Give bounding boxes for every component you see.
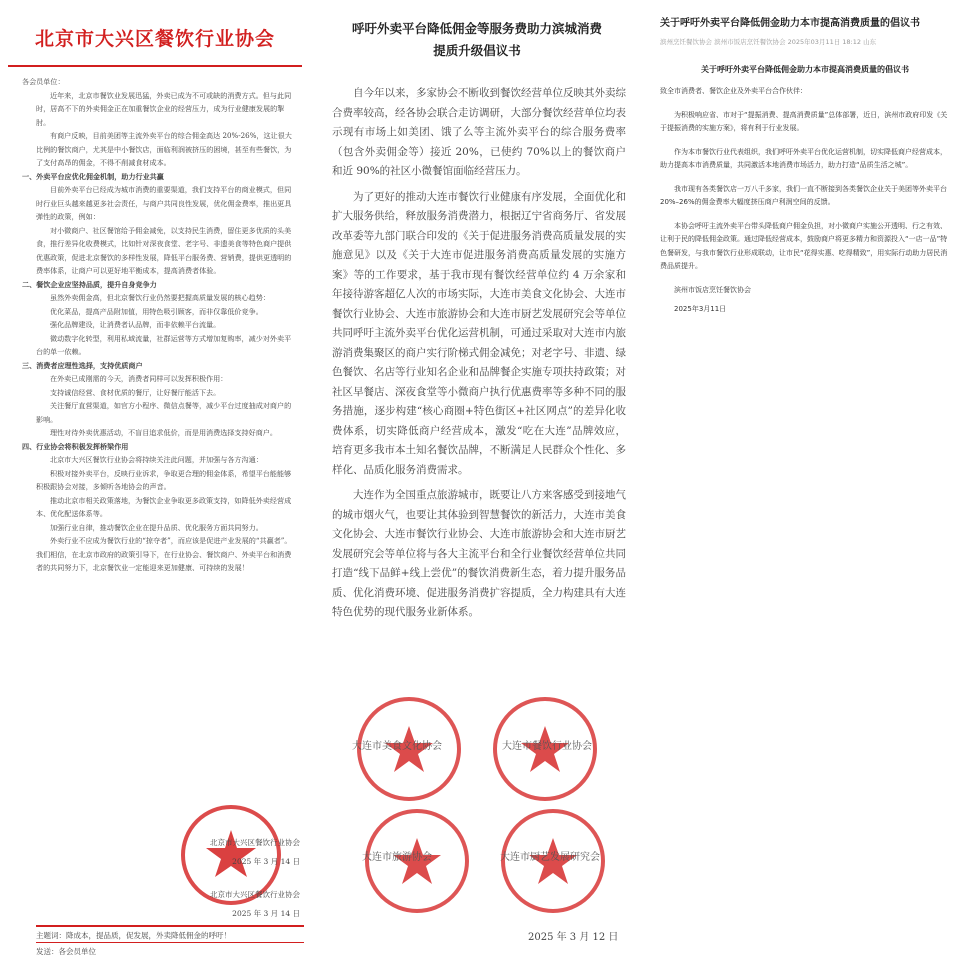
left-signature-org: 北京市大兴区餐饮行业协会: [210, 838, 300, 847]
left-paragraph: 优化菜品，提高产品附加值，用特色吸引顾客，而非仅靠低价竞争。: [50, 306, 263, 316]
middle-paragraph: 为了更好的推动大连市餐饮行业健康有序发展，全面优化和扩大服务供给，释放服务消费潜力，根据辽宁省商务厅、省发展改革委等九部门联合印发的《关于促进服务消费高质量发展的实施意见》以及《关于大连市促进服务消费高质量发展的实施方案》等的工作要求，基于我市现有餐饮经营单位约 4 万余家和年接待游客超亿人次的市场实际，大连市美食文化协会、大连市餐饮行业协会、大连市旅游协会和大连市厨艺发展研究会等单位共同呼吁主流外卖平台优化运营机制，可通过采取对大连市内旅游消费集聚区的商户实行阶梯式佣金减免；对老字号、非遗、绿色餐饮、名店等行业知名企业和品牌餐企实施专项扶持政策；对社区早餐店、深夜食堂等小微商户执行优惠费率等多种不同的服务措施，逐步构建“核心商圈+特色街区+社区网点”的差异化收费体系，切实降低商户经营成本，激发“吃在大连”品牌效应，培育更多我市本土知名餐饮品牌，不断满足人民群众个性化、多样化、品质化服务消费需求。: [332, 190, 626, 476]
left-paragraph: 推动北京市相关政策落地，为餐饮企业争取更多政策支持，如降低外卖经营成本、优化配送体系等。: [36, 495, 292, 518]
left-paragraph: 微动数字化转型，利用私域流量，社群运营等方式增加复购率，减少对外卖平台的单一依赖。: [36, 333, 292, 356]
right-doc-subtitle: 关于呼吁外卖平台降低佣金助力本市提高消费质量的倡议书: [701, 65, 909, 74]
left-paragraph: 北京市大兴区餐饮行业协会将持续关注此问题，并加强与各方沟通：: [50, 455, 263, 464]
left-subject-line: 主题词：降成本，提品质，促发展，外卖降低佣金的呼吁！: [36, 931, 231, 940]
left-doc-body: [0, 67, 310, 575]
left-signature-org-2: 北京市大兴区餐饮行业协会: [210, 890, 300, 899]
left-section-heading: 二、餐饮企业应坚持品质，提升自身竞争力: [22, 279, 157, 289]
left-paragraph: 支持诚信经营、食材优质的餐厅，让好餐厅能活下去。: [50, 387, 221, 397]
left-doc-header: 北京市大兴区餐饮行业协会: [34, 28, 275, 50]
seal-label-1: 大连市美食文化协会: [352, 741, 442, 752]
right-paragraph: 作为本市餐饮行业代表组织，我们呼吁外卖平台优化运营机制，切实降低商户经营成本，助力提高本市消费质量，共同激活本地消费市场活力，助力打造“品质生活之城”。: [660, 147, 947, 169]
left-document: [0, 0, 310, 960]
left-paragraph: 关注餐厅直营渠道，如官方小程序、微信点餐等，减少平台过度抽成对商户的影响。: [36, 401, 292, 424]
left-paragraph: 目前外卖平台已经成为城市消费的重要渠道，我们支持平台的商业模式，但同时行业巨头越来越更多社会责任，与商户共同良性发展，优化佣金费率，推出更具弹性的政策，例如：: [36, 185, 292, 221]
right-article-meta: 滨州烹饪餐饮协会 滨州市饭店烹饪餐饮协会 2025年03月11日 18:12 山东: [660, 38, 877, 46]
footer-divider-mid: [36, 942, 304, 943]
right-salutation: 致全市消费者、餐饮企业及外卖平台合作伙伴：: [660, 87, 807, 95]
left-salutation: 各会员单位：: [22, 77, 65, 86]
left-signature-date: 2025 年 3 月 14 日: [232, 909, 300, 918]
middle-doc-body: [318, 62, 636, 623]
right-paragraph: 我市现有各类餐饮店一万八千多家，我们一直不断接到各类餐饮企业关于美团等外卖平台20%–26%的佣金费率大幅度挤压商户利润空间的反馈。: [660, 184, 947, 206]
left-section-heading: 一、外卖平台应优化佣金机制，助力行业共赢: [22, 171, 164, 181]
left-paragraph: 理性对待外卖优惠活动，不盲目追求低价，而是用消费选择支持好商户。: [50, 428, 277, 437]
middle-doc-title: [318, 0, 636, 62]
left-paragraph: 外卖行业不应成为餐饮行业的“掠夺者”，而应该是促进产业发展的“共赢者”。我们相信，在北京市政府的政策引导下，在行业协会、餐饮商户、外卖平台和消费者的共同努力下，北京餐饮业一定能迎来更加健康、可持续的发展！: [36, 536, 292, 572]
middle-doc-date: 2025 年 3 月 12 日: [528, 932, 619, 943]
right-document: [650, 0, 960, 960]
seal-label-3: 大连市旅游协会: [362, 852, 432, 863]
right-paragraph: 本协会呼吁主流外卖平台带头降低商户佣金负担，对小微商户实施公开透明、行之有效、让利于民的降低佣金政策。通过降低经营成本，鼓励商户将更多精力和资源投入“一店一品”特色餐研发，与我市餐饮行业形成联动，让市民“花得实惠、吃得精致”，用实际行动助力居民消费品质提升。: [660, 221, 948, 270]
left-paragraph: 有商户反映，目前美团等主流外卖平台的综合佣金高达 20%-26%，这让很大比例的餐饮商户，尤其是中小餐饮店，面临利润被挤压的困境，甚至有些餐饮，为了支付高昂的佣金，不得不削减食材成本。: [36, 131, 292, 167]
left-paragraph: 虽然外卖佣金高，但北京餐饮行业仍然要把握高质量发展的核心趋势：: [50, 293, 270, 302]
middle-paragraph: 自今年以来，多家协会不断收到餐饮经营单位反映其外卖综合费率较高，经各协会联合走访调研，大部分餐饮经营单位均表示现有市场上如美团、饿了么等主流外卖平台的综合服务费率（包含外卖佣金等）接近 20%，已使约 70%以上的餐饮商户和近 90%的社区小微餐馆面临经营压力。: [332, 87, 626, 177]
left-paragraph: 在外卖已成刚需的今天，消费者同样可以发挥积极作用：: [50, 374, 228, 383]
left-distribution-line: 发送：各会员单位: [36, 947, 96, 956]
left-paragraph: 加强行业自律，推动餐饮企业在提升品质、优化服务方面共同努力。: [50, 522, 263, 532]
left-paragraph: 近年来，北京市餐饮业发展迅猛，外卖已成为不可或缺的消费方式。但与此同时，居高不下的外卖佣金正在加重餐饮企业的经营压力，成为行业健康发展的掣肘。: [36, 90, 292, 127]
middle-document: [318, 0, 636, 960]
middle-paragraph: 大连作为全国重点旅游城市，既要让八方来客感受到接地气的城市烟火气，也要让其体验到智慧餐饮的新活力，大连市美食文化协会、大连市餐饮行业协会、大连市旅游协会和大连市厨艺发展研究会等单位将与各大主流平台和全行业餐饮经营单位共同打造“线下品鲜+线上尝优”的餐饮消费新生态，着力提升服务品质、优化消费环境、促进服务消费扩容提质，全力构建具有大连特色优势的现代服务业新体系。: [332, 489, 626, 618]
middle-title-line2: 提质升级倡议书: [433, 43, 521, 58]
footer-divider-top: [36, 925, 304, 927]
middle-title-line1: 呼吁外卖平台降低佣金等服务费助力滨城消费: [351, 21, 602, 36]
left-section-heading: 四、行业协会将积极发挥桥梁作用: [22, 441, 129, 451]
right-doc-body: [650, 75, 960, 317]
left-paragraph: 强化品牌建设，让消费者认品牌，而非依赖平台流量。: [50, 320, 221, 329]
right-paragraph: 为积极响应省、市对于“提振消费、提高消费质量”总体部署，近日，滨州市政府印发《关于提振消费的实施方案》，将有利于行业发展。: [660, 110, 948, 132]
right-date: 2025年3月11日: [674, 305, 727, 313]
seal-label-2: 大连市餐饮行业协会: [502, 741, 592, 752]
left-paragraph: 积极对接外卖平台，反映行业诉求，争取更合理的佣金体系，希望平台能能够积极跟协会对接，多倾听各地协会的声音。: [36, 468, 292, 491]
seal-label-4: 大连市厨艺发展研究会: [500, 852, 600, 863]
left-section-heading: 三、消费者应理性选择，支持优质商户: [22, 360, 143, 370]
right-article-title: 关于呼吁外卖平台降低佣金助力本市提高消费质量的倡议书: [660, 18, 920, 29]
left-paragraph: 对小微商户、社区餐馆给予佣金减免，以支持民生消费，留住更多优质的头美食，推行差异化收费模式，比如针对深夜食堂、老字号、非遗美食等特色商户提供优惠政策，促进北京餐饮的多样性发展，降低平台服务费、营销费，提供更透明的费率体系，让商户可以更好地平衡成本，提高消费者体验。: [36, 225, 292, 275]
left-signature-date-stamped: 2025 年 3 月 14 日: [232, 857, 300, 866]
right-signature: 滨州市饭店烹饪餐饮协会: [674, 285, 751, 294]
